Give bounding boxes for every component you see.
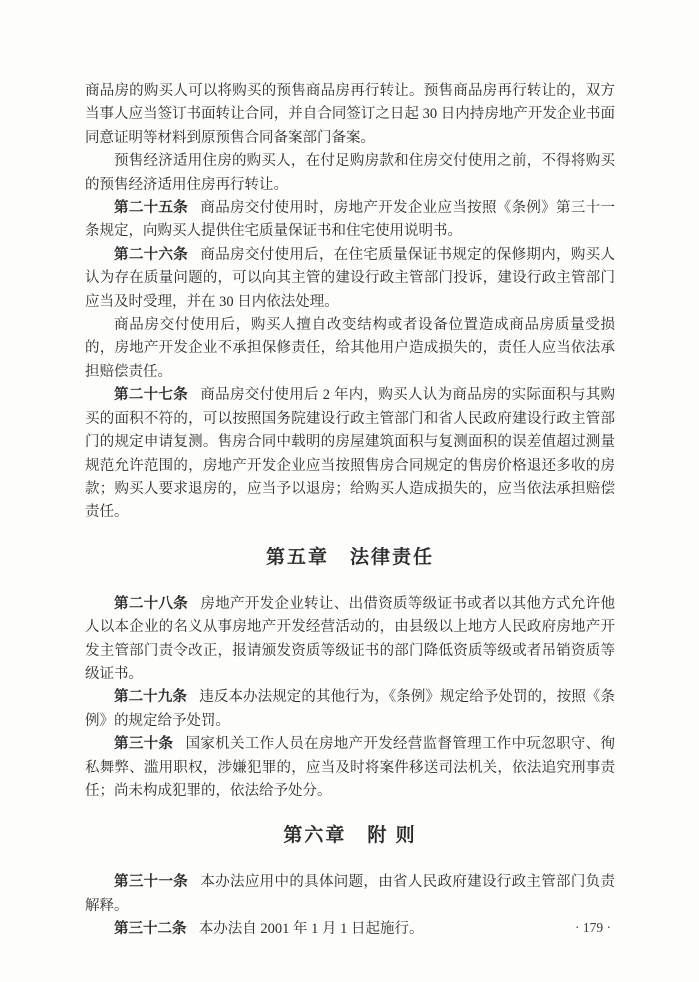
paragraph-text: 违反本办法规定的其他行为，《条例》规定给予处罚的，按照《条例》的规定给予处罚。 [85,689,616,729]
article-number: 第三十一条 [114,874,189,891]
document-body [85,80,615,942]
article-paragraph [85,871,615,918]
article-number: 第二十八条 [114,595,189,612]
article-number: 第二十七条 [114,387,189,404]
article-paragraph [85,918,615,941]
article-paragraph [85,593,615,687]
paragraph [85,314,615,384]
article-number: 第三十条 [114,736,174,753]
paragraph-text: 商品房的购买人可以将购买的预售商品房再行转让。预售商品房再行转让的，双方当事人应当签订书面转让合同，并自合同签订之日起 30 日内持房地产开发企业书面同意证明等材料到原预售合同备案部门备案。 [85,83,615,146]
paragraph-text: 国家机关工作人员在房地产开发经营监督管理工作中玩忽职守、徇私舞弊、滥用职权，涉嫌犯罪的，应当及时将案件移送司法机关，依法追究刑事责任；尚未构成犯罪的，依法给予处分。 [85,736,616,799]
paragraph-text: 本办法应用中的具体问题，由省人民政府建设行政主管部门负责解释。 [85,874,615,914]
article-paragraph [85,197,615,244]
article-paragraph [85,244,615,314]
paragraph-text: 预售经济适用住房的购买人，在付足购房款和住房交付使用之前，不得将购买的预售经济适用住房再行转让。 [85,153,615,193]
paragraph [85,150,615,197]
article-number: 第三十二条 [114,921,187,938]
article-paragraph [85,733,615,803]
article-paragraph [85,384,615,524]
paragraph-text: 商品房交付使用时，房地产开发企业应当按照《条例》第三十一条规定，向购买人提供住宅质量保证书和住宅使用说明书。 [85,200,615,240]
article-number: 第二十六条 [114,246,189,263]
article-paragraph [85,686,615,733]
chapter-heading: 第五章 法律责任 [265,546,434,568]
paragraph-text: 商品房交付使用后，购买人擅自改变结构或者设备位置造成商品房质量受损的，房地产开发企业不承担保修责任，给其他用户造成损失的，责任人应当依法承担赔偿责任。 [85,317,615,380]
paragraph-text: 房地产开发企业转让、出借资质等级证书或者以其他方式允许他人以本企业的名义从事房地产开发经营活动的，由县级以上地方人民政府房地产开发主管部门责令改正，报请颁发资质等级证书的部门降低资质等级或者吊销资质等级证书。 [85,595,615,682]
page-number: · 179 · [575,920,611,935]
paragraph-text: 本办法自 2001 年 1 月 1 日起施行。 [198,921,424,938]
article-number: 第二十九条 [114,689,187,706]
chapter-heading: 第六章 附 则 [283,825,417,847]
paragraph [85,80,615,150]
article-number: 第二十五条 [114,200,189,217]
paragraph-text: 商品房交付使用后，在住宅质量保证书规定的保修期内，购买人认为存在质量问题的，可以向其主管的建设行政主管部门投诉，建设行政主管部门应当及时受理，并在 30 日内依法处理。 [85,246,615,310]
paragraph-text: 商品房交付使用后 2 年内，购买人认为商品房的实际面积与其购买的面积不符的，可以按照国务院建设行政主管部门和省人民政府建设行政主管部门的规定申请复测。售房合同中载明的房屋建筑面积与复测面积的误差值超过测量规范允许范围的，房地产开发企业应当按照售房合同规定的售房价格退还多收的房款；购买人要求退房的，应当予以退房；给购买人造成损失的，应当依法承担赔偿责任。 [85,387,616,521]
